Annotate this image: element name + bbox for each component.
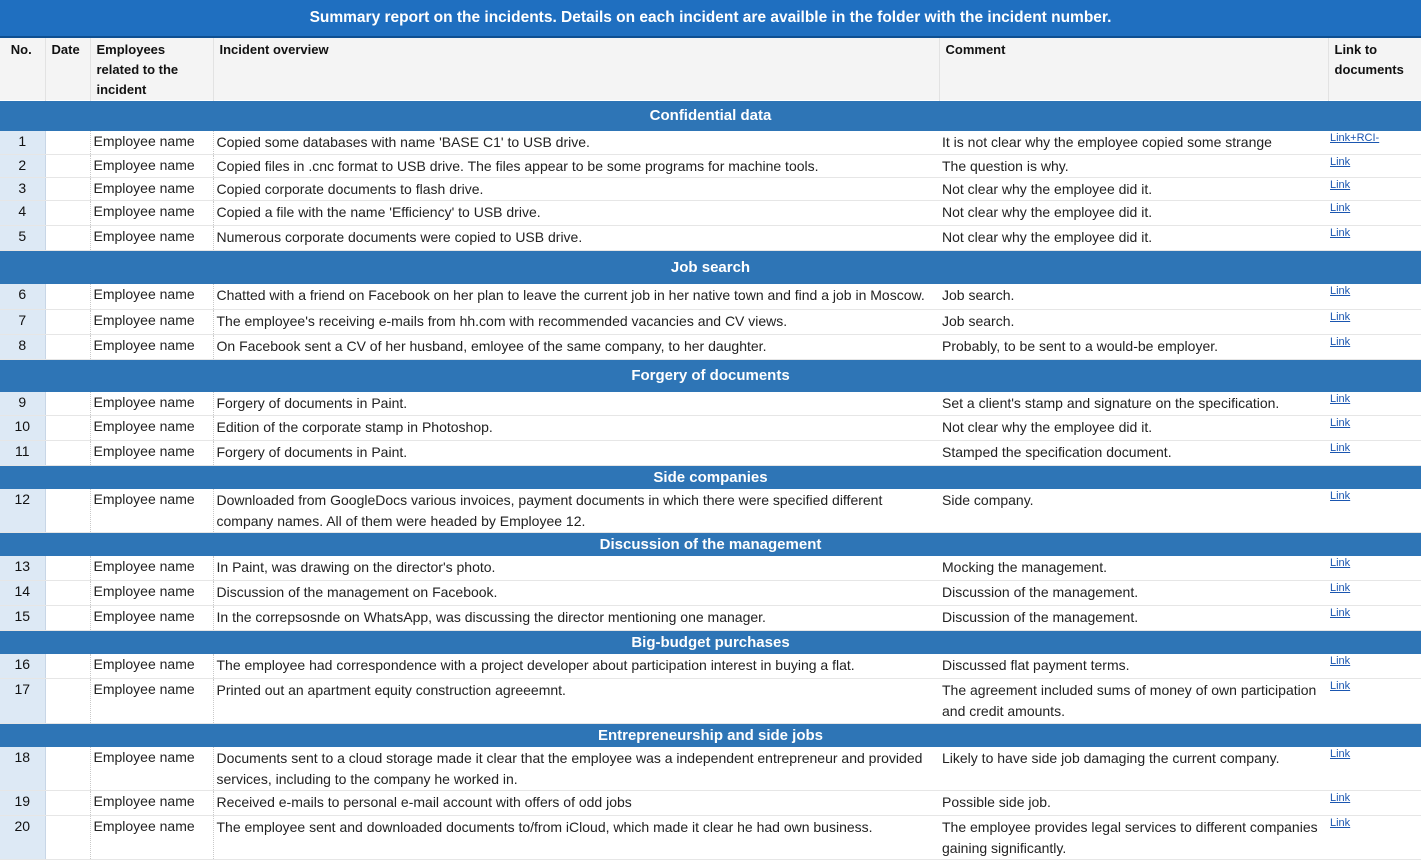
section-title: Side companies	[0, 466, 1421, 489]
document-link[interactable]: Link	[1330, 654, 1351, 667]
incident-comment: The question is why.	[939, 155, 1328, 178]
employee-name: Employee name	[90, 310, 213, 335]
section-header-row	[0, 631, 1421, 654]
employee-name: Employee name	[90, 335, 213, 360]
incident-overview: Received e-mails to personal e-mail account with offers of odd jobs	[213, 791, 939, 816]
employee-name: Employee name	[90, 489, 213, 533]
incident-date	[45, 606, 90, 631]
incident-number: 7	[0, 310, 45, 335]
incident-date	[45, 654, 90, 679]
incident-number: 15	[0, 606, 45, 631]
incident-comment: Job search.	[939, 310, 1328, 335]
incident-comment: Not clear why the employee did it.	[939, 226, 1328, 251]
link-cell	[1328, 392, 1421, 416]
incident-number: 5	[0, 226, 45, 251]
incident-date	[45, 310, 90, 335]
incident-overview: Copied files in .cnc format to USB drive. The files appear to be some programs for machine tools.	[213, 155, 939, 178]
incident-date	[45, 747, 90, 791]
incident-date	[45, 581, 90, 606]
incident-date	[45, 679, 90, 724]
incident-date	[45, 441, 90, 466]
employee-name: Employee name	[90, 392, 213, 416]
table-row	[0, 489, 1421, 533]
incident-date	[45, 131, 90, 155]
incident-overview: Forgery of documents in Paint.	[213, 441, 939, 466]
incident-overview: In the correpsosnde on WhatsApp, was discussing the director mentioning one manager.	[213, 606, 939, 631]
document-link[interactable]: Link	[1330, 680, 1351, 692]
section-header-row	[0, 251, 1421, 284]
incident-number: 16	[0, 654, 45, 679]
document-link[interactable]: Link+RCI-	[1330, 131, 1380, 144]
section-header-row	[0, 533, 1421, 556]
incident-overview: Downloaded from GoogleDocs various invoices, payment documents in which there were specified different company names. All of them were headed by Employee 12.	[213, 489, 939, 533]
header-date: Date	[45, 38, 90, 101]
incident-comment: Set a client's stamp and signature on the specification.	[939, 392, 1328, 416]
table-row	[0, 416, 1421, 441]
incident-overview: The employee's receiving e-mails from hh.com with recommended vacancies and CV views.	[213, 310, 939, 335]
incident-number: 17	[0, 679, 45, 724]
header-overview: Incident overview	[213, 38, 939, 101]
header-link: Link to documents	[1328, 38, 1421, 101]
table-row	[0, 335, 1421, 360]
table-row	[0, 201, 1421, 226]
incident-number: 11	[0, 441, 45, 466]
incident-overview: Edition of the corporate stamp in Photoshop.	[213, 416, 939, 441]
incident-comment: Mocking the management.	[939, 556, 1328, 581]
incident-overview: Copied some databases with name 'BASE C1' to USB drive.	[213, 131, 939, 155]
incident-comment: Discussed flat payment terms.	[939, 654, 1328, 679]
incident-number: 13	[0, 556, 45, 581]
employee-name: Employee name	[90, 606, 213, 631]
employee-name: Employee name	[90, 155, 213, 178]
incident-overview: Copied a file with the name 'Efficiency' to USB drive.	[213, 201, 939, 226]
table-row	[0, 747, 1421, 791]
link-cell	[1328, 226, 1421, 251]
incident-number: 10	[0, 416, 45, 441]
incident-number: 19	[0, 791, 45, 816]
section-header-row	[0, 724, 1421, 747]
section-header-row	[0, 360, 1421, 392]
employee-name: Employee name	[90, 791, 213, 816]
link-cell	[1328, 747, 1421, 791]
table-row	[0, 556, 1421, 581]
incident-date	[45, 392, 90, 416]
incident-date	[45, 284, 90, 310]
link-cell	[1328, 606, 1421, 631]
incident-overview: In Paint, was drawing on the director's photo.	[213, 556, 939, 581]
table-row	[0, 441, 1421, 466]
incident-number: 12	[0, 489, 45, 533]
employee-name: Employee name	[90, 226, 213, 251]
document-link[interactable]: Link	[1330, 179, 1351, 191]
section-title: Entrepreneurship and side jobs	[0, 724, 1421, 747]
link-cell	[1328, 155, 1421, 178]
document-link[interactable]: Link	[1330, 442, 1351, 454]
link-cell	[1328, 654, 1421, 679]
link-cell	[1328, 131, 1421, 155]
document-link[interactable]: Link	[1330, 489, 1351, 502]
incident-number: 6	[0, 284, 45, 310]
table-row	[0, 131, 1421, 155]
incident-comment: Not clear why the employee did it.	[939, 416, 1328, 441]
table-row	[0, 310, 1421, 335]
link-cell	[1328, 581, 1421, 606]
employee-name: Employee name	[90, 201, 213, 226]
incident-table	[0, 38, 1421, 860]
table-row	[0, 606, 1421, 631]
employee-name: Employee name	[90, 581, 213, 606]
incident-overview: Forgery of documents in Paint.	[213, 392, 939, 416]
employee-name: Employee name	[90, 654, 213, 679]
incident-comment: Side company.	[939, 489, 1328, 533]
section-title: Job search	[0, 251, 1421, 284]
document-link[interactable]: Link	[1330, 607, 1351, 619]
document-link[interactable]: Link	[1330, 227, 1351, 239]
incident-number: 1	[0, 131, 45, 155]
incident-date	[45, 201, 90, 226]
incident-comment: Discussion of the management.	[939, 581, 1328, 606]
incident-date	[45, 489, 90, 533]
incident-comment: The employee provides legal services to different companies gaining significantly.	[939, 816, 1328, 860]
table-row	[0, 679, 1421, 724]
incident-comment: Not clear why the employee did it.	[939, 178, 1328, 201]
incident-date	[45, 791, 90, 816]
incident-number: 14	[0, 581, 45, 606]
table-body	[0, 101, 1421, 860]
incident-date	[45, 416, 90, 441]
link-cell	[1328, 416, 1421, 441]
employee-name: Employee name	[90, 131, 213, 155]
incident-overview: Printed out an apartment equity construction agreeemnt.	[213, 679, 939, 724]
incident-date	[45, 556, 90, 581]
document-link[interactable]: Link	[1330, 156, 1351, 168]
incident-overview: Numerous corporate documents were copied to USB drive.	[213, 226, 939, 251]
header-no: No.	[0, 38, 45, 101]
table-row	[0, 284, 1421, 310]
incident-number: 2	[0, 155, 45, 178]
link-cell	[1328, 201, 1421, 226]
incident-overview: Discussion of the management on Facebook.	[213, 581, 939, 606]
section-header-row	[0, 466, 1421, 489]
incident-date	[45, 155, 90, 178]
document-link[interactable]: Link	[1330, 202, 1351, 214]
incident-overview: Copied corporate documents to flash drive.	[213, 178, 939, 201]
incident-comment: It is not clear why the employee copied some strange	[939, 131, 1328, 155]
employee-name: Employee name	[90, 441, 213, 466]
incident-number: 9	[0, 392, 45, 416]
section-title: Big-budget purchases	[0, 631, 1421, 654]
document-link[interactable]: Link	[1330, 284, 1351, 297]
document-link[interactable]: Link	[1330, 556, 1351, 569]
incident-overview: Documents sent to a cloud storage made it clear that the employee was a independent entrepreneur and provided services, including to the company he worked in.	[213, 747, 939, 791]
incident-overview: Chatted with a friend on Facebook on her plan to leave the current job in her native town and find a job in Moscow.	[213, 284, 939, 310]
table-row	[0, 816, 1421, 860]
incident-number: 4	[0, 201, 45, 226]
link-cell	[1328, 489, 1421, 533]
document-link[interactable]: Link	[1330, 582, 1351, 594]
incident-comment: The agreement included sums of money of own participation and credit amounts.	[939, 679, 1328, 724]
incident-overview: On Facebook sent a CV of her husband, emloyee of the same company, to her daughter.	[213, 335, 939, 360]
employee-name: Employee name	[90, 816, 213, 860]
incident-comment: Probably, to be sent to a would-be employer.	[939, 335, 1328, 360]
incident-comment: Not clear why the employee did it.	[939, 201, 1328, 226]
incident-comment: Stamped the specification document.	[939, 441, 1328, 466]
document-link[interactable]: Link	[1330, 311, 1351, 323]
link-cell	[1328, 178, 1421, 201]
link-cell	[1328, 816, 1421, 860]
employee-name: Employee name	[90, 178, 213, 201]
incident-date	[45, 335, 90, 360]
link-cell	[1328, 284, 1421, 310]
incident-date	[45, 226, 90, 251]
section-header-row	[0, 101, 1421, 131]
document-link[interactable]: Link	[1330, 417, 1351, 429]
table-row	[0, 392, 1421, 416]
document-link[interactable]: Link	[1330, 747, 1351, 760]
incident-comment: Possible side job.	[939, 791, 1328, 816]
incident-comment: Likely to have side job damaging the current company.	[939, 747, 1328, 791]
link-cell	[1328, 441, 1421, 466]
incident-overview: The employee had correspondence with a project developer about participation interest in buying a flat.	[213, 654, 939, 679]
table-row	[0, 226, 1421, 251]
incident-number: 3	[0, 178, 45, 201]
incident-number: 18	[0, 747, 45, 791]
incident-date	[45, 816, 90, 860]
employee-name: Employee name	[90, 416, 213, 441]
employee-name: Employee name	[90, 556, 213, 581]
incident-number: 20	[0, 816, 45, 860]
incident-date	[45, 178, 90, 201]
section-title: Confidential data	[0, 101, 1421, 131]
employee-name: Employee name	[90, 679, 213, 724]
incident-number: 8	[0, 335, 45, 360]
section-title: Discussion of the management	[0, 533, 1421, 556]
table-row	[0, 178, 1421, 201]
link-cell	[1328, 556, 1421, 581]
incident-overview: The employee sent and downloaded documents to/from iCloud, which made it clear he had own business.	[213, 816, 939, 860]
incident-comment: Discussion of the management.	[939, 606, 1328, 631]
link-cell	[1328, 791, 1421, 816]
header-row	[0, 38, 1421, 101]
link-cell	[1328, 335, 1421, 360]
link-cell	[1328, 679, 1421, 724]
table-row	[0, 155, 1421, 178]
document-link[interactable]: Link	[1330, 817, 1351, 829]
table-row	[0, 791, 1421, 816]
header-comment: Comment	[939, 38, 1328, 101]
document-link[interactable]: Link	[1330, 792, 1351, 804]
employee-name: Employee name	[90, 284, 213, 310]
header-employees: Employees related to the incident	[90, 38, 213, 101]
document-link[interactable]: Link	[1330, 336, 1351, 348]
employee-name: Employee name	[90, 747, 213, 791]
report-title-banner: Summary report on the incidents. Details on each incident are availble in the folder with the incident number.	[0, 0, 1421, 38]
section-title: Forgery of documents	[0, 360, 1421, 392]
table-row	[0, 654, 1421, 679]
document-link[interactable]: Link	[1330, 392, 1351, 405]
link-cell	[1328, 310, 1421, 335]
table-row	[0, 581, 1421, 606]
incident-comment: Job search.	[939, 284, 1328, 310]
